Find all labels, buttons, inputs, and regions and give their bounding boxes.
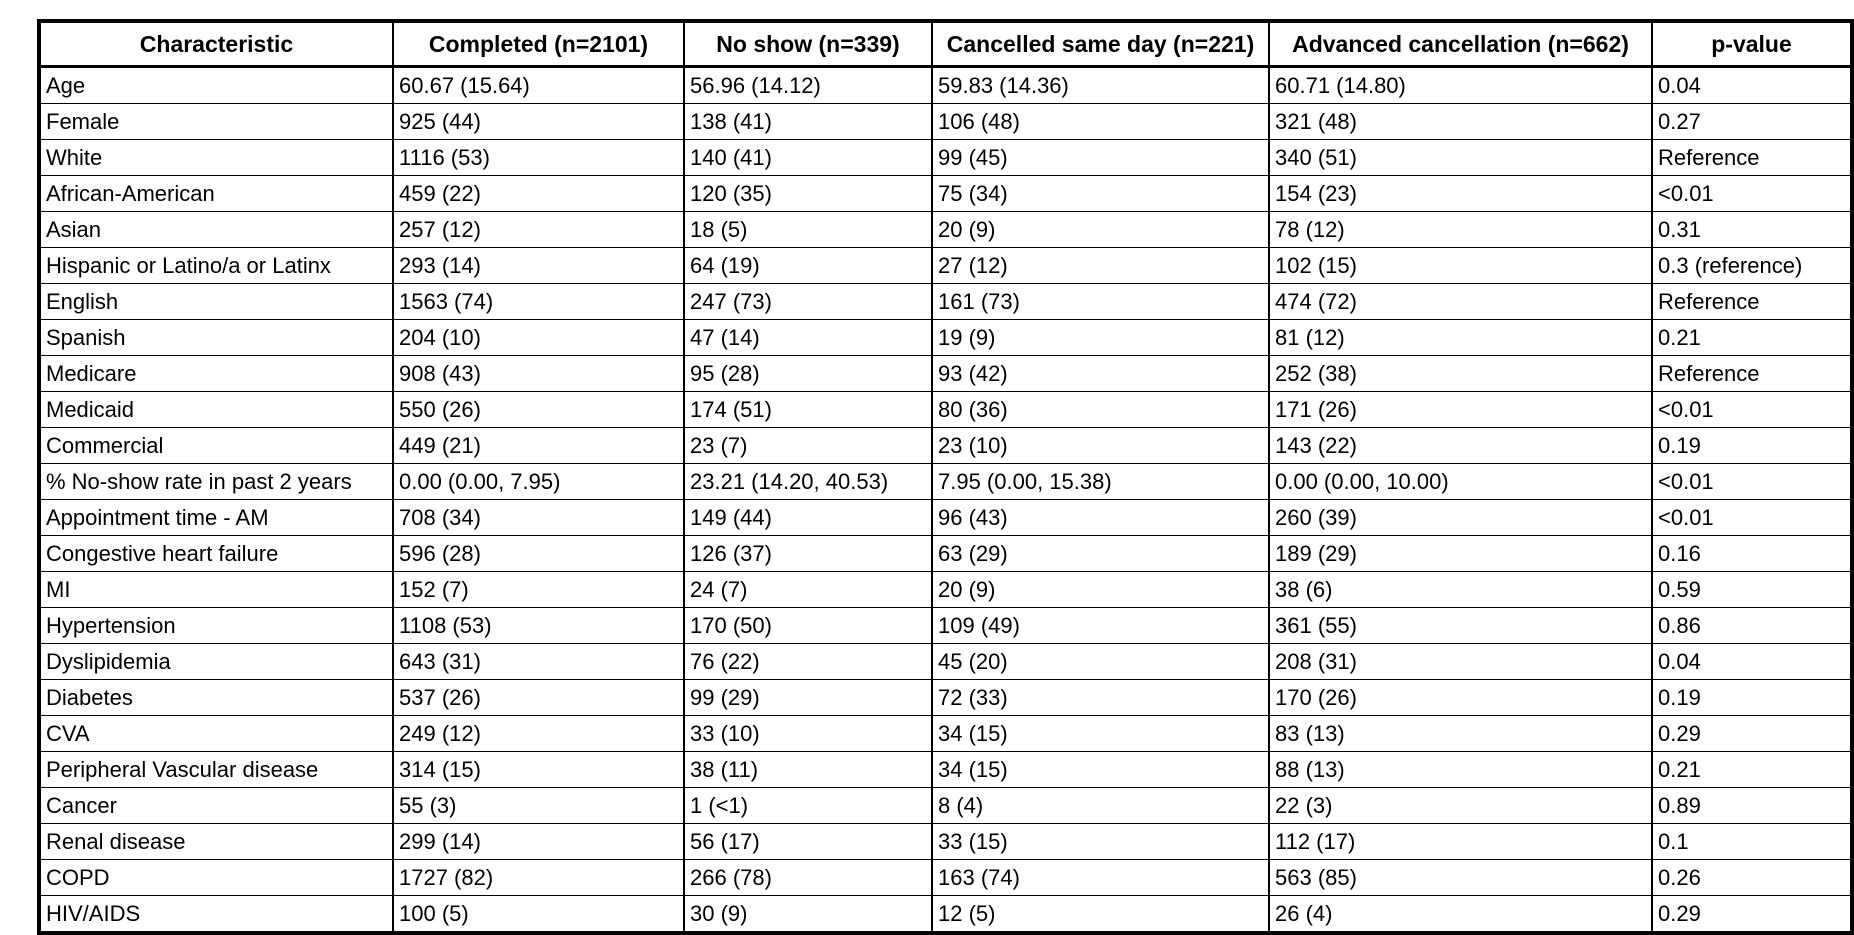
value-cell: 143 (22) (1269, 428, 1652, 464)
value-cell: 60.71 (14.80) (1269, 67, 1652, 104)
value-cell: 563 (85) (1269, 860, 1652, 896)
value-cell: 88 (13) (1269, 752, 1652, 788)
characteristic-cell: MI (39, 572, 393, 608)
value-cell: 174 (51) (684, 392, 932, 428)
p-value-cell: 0.59 (1652, 572, 1852, 608)
table-row (39, 860, 1852, 896)
table-row (39, 140, 1852, 176)
characteristic-cell: Peripheral Vascular disease (39, 752, 393, 788)
table-row (39, 824, 1852, 860)
p-value-cell: 0.04 (1652, 67, 1852, 104)
table-row (39, 680, 1852, 716)
p-value-cell: Reference (1652, 284, 1852, 320)
p-value-cell: Reference (1652, 140, 1852, 176)
header-completed: Completed (n=2101) (393, 21, 684, 67)
characteristics-table (37, 19, 1854, 935)
value-cell: 249 (12) (393, 716, 684, 752)
value-cell: 170 (50) (684, 608, 932, 644)
value-cell: 361 (55) (1269, 608, 1652, 644)
value-cell: 252 (38) (1269, 356, 1652, 392)
table-row (39, 788, 1852, 824)
p-value-cell: 0.29 (1652, 896, 1852, 934)
value-cell: 247 (73) (684, 284, 932, 320)
value-cell: 163 (74) (932, 860, 1269, 896)
value-cell: 102 (15) (1269, 248, 1652, 284)
value-cell: 189 (29) (1269, 536, 1652, 572)
p-value-cell: 0.16 (1652, 536, 1852, 572)
value-cell: 20 (9) (932, 212, 1269, 248)
value-cell: 161 (73) (932, 284, 1269, 320)
value-cell: 8 (4) (932, 788, 1269, 824)
value-cell: 26 (4) (1269, 896, 1652, 934)
value-cell: 56.96 (14.12) (684, 67, 932, 104)
value-cell: 23.21 (14.20, 40.53) (684, 464, 932, 500)
characteristic-cell: Cancer (39, 788, 393, 824)
value-cell: 293 (14) (393, 248, 684, 284)
value-cell: 120 (35) (684, 176, 932, 212)
value-cell: 56 (17) (684, 824, 932, 860)
value-cell: 0.00 (0.00, 10.00) (1269, 464, 1652, 500)
table-row (39, 896, 1852, 934)
p-value-cell: 0.27 (1652, 104, 1852, 140)
header-row (39, 21, 1852, 67)
value-cell: 12 (5) (932, 896, 1269, 934)
value-cell: 1108 (53) (393, 608, 684, 644)
p-value-cell: 0.21 (1652, 752, 1852, 788)
value-cell: 1727 (82) (393, 860, 684, 896)
characteristic-cell: CVA (39, 716, 393, 752)
value-cell: 76 (22) (684, 644, 932, 680)
table-row (39, 464, 1852, 500)
characteristic-cell: COPD (39, 860, 393, 896)
characteristic-cell: Hispanic or Latino/a or Latinx (39, 248, 393, 284)
header-characteristic: Characteristic (39, 21, 393, 67)
value-cell: 299 (14) (393, 824, 684, 860)
characteristic-cell: HIV/AIDS (39, 896, 393, 934)
value-cell: 7.95 (0.00, 15.38) (932, 464, 1269, 500)
value-cell: 260 (39) (1269, 500, 1652, 536)
p-value-cell: 0.21 (1652, 320, 1852, 356)
value-cell: 140 (41) (684, 140, 932, 176)
value-cell: 72 (33) (932, 680, 1269, 716)
value-cell: 24 (7) (684, 572, 932, 608)
characteristic-cell: Spanish (39, 320, 393, 356)
characteristic-cell: Age (39, 67, 393, 104)
value-cell: 257 (12) (393, 212, 684, 248)
value-cell: 59.83 (14.36) (932, 67, 1269, 104)
value-cell: 93 (42) (932, 356, 1269, 392)
value-cell: 78 (12) (1269, 212, 1652, 248)
value-cell: 537 (26) (393, 680, 684, 716)
value-cell: 171 (26) (1269, 392, 1652, 428)
p-value-cell: 0.19 (1652, 680, 1852, 716)
value-cell: 45 (20) (932, 644, 1269, 680)
value-cell: 0.00 (0.00, 7.95) (393, 464, 684, 500)
value-cell: 83 (13) (1269, 716, 1652, 752)
value-cell: 95 (28) (684, 356, 932, 392)
value-cell: 266 (78) (684, 860, 932, 896)
value-cell: 47 (14) (684, 320, 932, 356)
table-row (39, 104, 1852, 140)
header-no-show: No show (n=339) (684, 21, 932, 67)
characteristic-cell: Diabetes (39, 680, 393, 716)
characteristic-cell: Medicare (39, 356, 393, 392)
table-row (39, 320, 1852, 356)
table-row (39, 248, 1852, 284)
value-cell: 34 (15) (932, 716, 1269, 752)
value-cell: 30 (9) (684, 896, 932, 934)
characteristic-cell: Female (39, 104, 393, 140)
characteristic-cell: Commercial (39, 428, 393, 464)
table-row (39, 212, 1852, 248)
characteristic-cell: Appointment time - AM (39, 500, 393, 536)
p-value-cell: 0.3 (reference) (1652, 248, 1852, 284)
value-cell: 154 (23) (1269, 176, 1652, 212)
p-value-cell: 0.04 (1652, 644, 1852, 680)
value-cell: 138 (41) (684, 104, 932, 140)
value-cell: 23 (10) (932, 428, 1269, 464)
p-value-cell: 0.89 (1652, 788, 1852, 824)
p-value-cell: 0.29 (1652, 716, 1852, 752)
table-body (39, 67, 1852, 934)
value-cell: 1563 (74) (393, 284, 684, 320)
value-cell: 170 (26) (1269, 680, 1652, 716)
p-value-cell: Reference (1652, 356, 1852, 392)
value-cell: 20 (9) (932, 572, 1269, 608)
table-row (39, 176, 1852, 212)
value-cell: 708 (34) (393, 500, 684, 536)
value-cell: 22 (3) (1269, 788, 1652, 824)
value-cell: 925 (44) (393, 104, 684, 140)
table-row (39, 716, 1852, 752)
characteristic-cell: Asian (39, 212, 393, 248)
p-value-cell: 0.86 (1652, 608, 1852, 644)
p-value-cell: 0.19 (1652, 428, 1852, 464)
table-row (39, 644, 1852, 680)
value-cell: 152 (7) (393, 572, 684, 608)
value-cell: 55 (3) (393, 788, 684, 824)
value-cell: 34 (15) (932, 752, 1269, 788)
p-value-cell: 0.26 (1652, 860, 1852, 896)
value-cell: 64 (19) (684, 248, 932, 284)
table-row (39, 392, 1852, 428)
characteristic-cell: English (39, 284, 393, 320)
value-cell: 204 (10) (393, 320, 684, 356)
value-cell: 60.67 (15.64) (393, 67, 684, 104)
p-value-cell: <0.01 (1652, 392, 1852, 428)
value-cell: 33 (15) (932, 824, 1269, 860)
table-row (39, 67, 1852, 104)
value-cell: 106 (48) (932, 104, 1269, 140)
characteristic-cell: Renal disease (39, 824, 393, 860)
value-cell: 449 (21) (393, 428, 684, 464)
value-cell: 459 (22) (393, 176, 684, 212)
header-p-value: p-value (1652, 21, 1852, 67)
value-cell: 908 (43) (393, 356, 684, 392)
value-cell: 23 (7) (684, 428, 932, 464)
value-cell: 99 (29) (684, 680, 932, 716)
table-row (39, 608, 1852, 644)
value-cell: 321 (48) (1269, 104, 1652, 140)
value-cell: 474 (72) (1269, 284, 1652, 320)
table-row (39, 536, 1852, 572)
table-row (39, 500, 1852, 536)
value-cell: 340 (51) (1269, 140, 1652, 176)
p-value-cell: 0.31 (1652, 212, 1852, 248)
value-cell: 63 (29) (932, 536, 1269, 572)
characteristic-cell: % No-show rate in past 2 years (39, 464, 393, 500)
characteristic-cell: Medicaid (39, 392, 393, 428)
characteristic-cell: Congestive heart failure (39, 536, 393, 572)
value-cell: 100 (5) (393, 896, 684, 934)
value-cell: 112 (17) (1269, 824, 1652, 860)
table-row (39, 572, 1852, 608)
value-cell: 18 (5) (684, 212, 932, 248)
table-row (39, 284, 1852, 320)
value-cell: 643 (31) (393, 644, 684, 680)
value-cell: 96 (43) (932, 500, 1269, 536)
characteristic-cell: White (39, 140, 393, 176)
value-cell: 208 (31) (1269, 644, 1652, 680)
p-value-cell: <0.01 (1652, 464, 1852, 500)
table-row (39, 356, 1852, 392)
value-cell: 550 (26) (393, 392, 684, 428)
table-header (39, 21, 1852, 67)
table-row (39, 752, 1852, 788)
value-cell: 1 (<1) (684, 788, 932, 824)
value-cell: 19 (9) (932, 320, 1269, 356)
value-cell: 126 (37) (684, 536, 932, 572)
p-value-cell: 0.1 (1652, 824, 1852, 860)
header-cancelled-same-day: Cancelled same day (n=221) (932, 21, 1269, 67)
value-cell: 99 (45) (932, 140, 1269, 176)
characteristic-cell: African-American (39, 176, 393, 212)
value-cell: 109 (49) (932, 608, 1269, 644)
value-cell: 80 (36) (932, 392, 1269, 428)
p-value-cell: <0.01 (1652, 500, 1852, 536)
value-cell: 314 (15) (393, 752, 684, 788)
value-cell: 75 (34) (932, 176, 1269, 212)
value-cell: 33 (10) (684, 716, 932, 752)
table-row (39, 428, 1852, 464)
header-advanced-cancellation: Advanced cancellation (n=662) (1269, 21, 1652, 67)
value-cell: 81 (12) (1269, 320, 1652, 356)
characteristic-cell: Dyslipidemia (39, 644, 393, 680)
value-cell: 38 (6) (1269, 572, 1652, 608)
value-cell: 1116 (53) (393, 140, 684, 176)
value-cell: 27 (12) (932, 248, 1269, 284)
value-cell: 38 (11) (684, 752, 932, 788)
characteristic-cell: Hypertension (39, 608, 393, 644)
p-value-cell: <0.01 (1652, 176, 1852, 212)
value-cell: 149 (44) (684, 500, 932, 536)
value-cell: 596 (28) (393, 536, 684, 572)
